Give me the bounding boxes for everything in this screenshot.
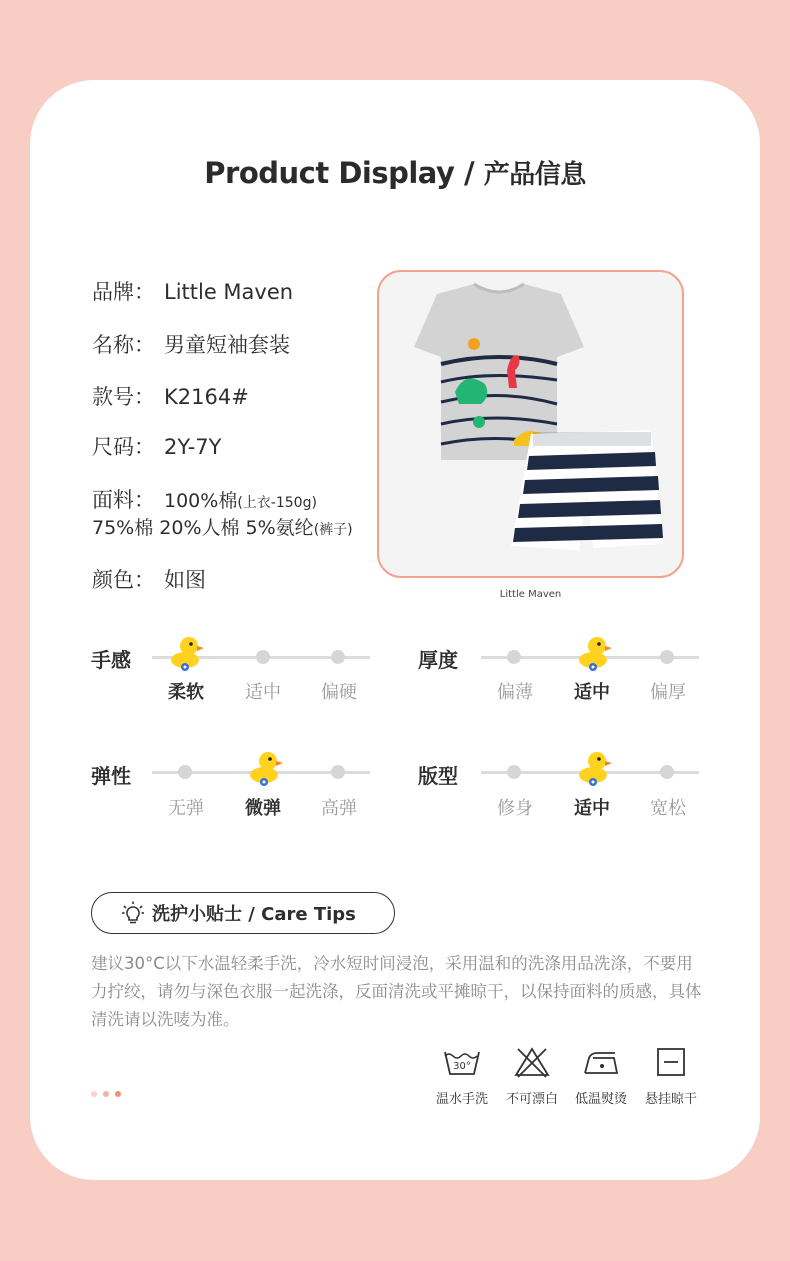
scale-option: 柔软: [168, 682, 204, 703]
info-value: 75%棉 20%人棉 5%氨纶: [92, 517, 314, 539]
info-value: 100%棉: [164, 490, 238, 512]
scale-title-fit: 版型: [418, 764, 458, 788]
pager-dot: [115, 1091, 121, 1097]
scale-title-elasticity: 弹性: [91, 764, 131, 788]
care-item: [497, 1046, 567, 1107]
scale-dot: [507, 765, 521, 779]
info-value: 2Y-7Y: [164, 435, 222, 459]
info-name: [92, 329, 290, 359]
scale-option: 适中: [245, 682, 281, 703]
page-title: [0, 154, 790, 191]
title-en: Product Display: [204, 156, 455, 190]
title-separator: /: [454, 156, 484, 190]
scale-option: 适中: [574, 798, 610, 819]
info-label: 面料：: [92, 488, 155, 512]
info-value: 如图: [164, 568, 206, 592]
care-tips-pill: [91, 892, 395, 934]
scale-dot: [660, 765, 674, 779]
care-item: [636, 1046, 706, 1107]
hang-dry-icon: [651, 1046, 691, 1078]
info-size: [92, 431, 221, 461]
care-item: [427, 1046, 497, 1107]
info-label: 品牌：: [92, 280, 155, 304]
scale-dot: [178, 765, 192, 779]
info-fabric: [92, 484, 317, 514]
title-cn: 产品信息: [483, 160, 586, 190]
duck-marker-icon: [166, 632, 204, 672]
info-model: [92, 381, 249, 411]
care-text: 建议30°C以下水温轻柔手洗，冷水短时间浸泡，采用温和的洗涤用品洗涤，不要用力拧绞，请勿与深色衣服一起洗涤，反面清洗或平摊晾干，以保持面料的质感，具体清洗请以洗唛为准。: [91, 954, 702, 1029]
scale-option: 修身: [497, 798, 533, 819]
info-brand: [92, 276, 293, 306]
info-value: 男童短袖套装: [164, 333, 290, 357]
pager-dot: [91, 1091, 97, 1097]
low-iron-icon: [581, 1046, 621, 1078]
hand-wash-30-icon: [442, 1046, 482, 1078]
photo-caption: Little Maven: [499, 589, 562, 600]
duck-marker-icon: [245, 747, 283, 787]
scale-option: 偏厚: [650, 682, 686, 703]
scale-option: 微弹: [245, 798, 281, 819]
info-note: (裤子): [313, 522, 353, 538]
info-color: [92, 564, 206, 594]
care-item-label: 温水手洗: [435, 1092, 488, 1107]
scale-dot: [660, 650, 674, 664]
info-value: Little Maven: [164, 280, 294, 304]
scale-option: 宽松: [650, 798, 686, 819]
product-photo: [377, 270, 684, 578]
lightbulb-icon: [122, 901, 144, 925]
scale-dot: [331, 765, 345, 779]
wash-temp-text: 30°: [453, 1061, 471, 1072]
scale-dot: [507, 650, 521, 664]
info-note: (上衣-150g): [237, 495, 317, 511]
outfit-illustration: [379, 272, 684, 578]
scale-dot: [331, 650, 345, 664]
care-item: [566, 1046, 636, 1107]
info-label: 款号：: [92, 385, 155, 409]
info-fabric-line2: [92, 513, 353, 540]
info-value: K2164#: [164, 385, 249, 409]
care-tips-label: 洗护小贴士 / Care Tips: [152, 904, 356, 925]
scale-title-feel: 手感: [91, 648, 131, 672]
scale-option: 高弹: [321, 798, 357, 819]
info-label: 颜色：: [92, 568, 155, 592]
duck-marker-icon: [574, 632, 612, 672]
pager-dot: [103, 1091, 109, 1097]
scale-title-thickness: 厚度: [418, 648, 458, 672]
care-item-label: 悬挂晾干: [644, 1092, 697, 1107]
care-item-label: 低温熨烫: [574, 1092, 627, 1107]
scale-dot: [256, 650, 270, 664]
info-label: 尺码：: [92, 435, 155, 459]
scale-option: 无弹: [168, 798, 204, 819]
scale-option: 偏硬: [321, 682, 357, 703]
duck-marker-icon: [574, 747, 612, 787]
info-label: 名称：: [92, 333, 155, 357]
care-item-label: 不可漂白: [505, 1092, 558, 1107]
no-bleach-icon: [512, 1046, 552, 1078]
scale-option: 偏薄: [497, 682, 533, 703]
scale-option: 适中: [574, 682, 610, 703]
